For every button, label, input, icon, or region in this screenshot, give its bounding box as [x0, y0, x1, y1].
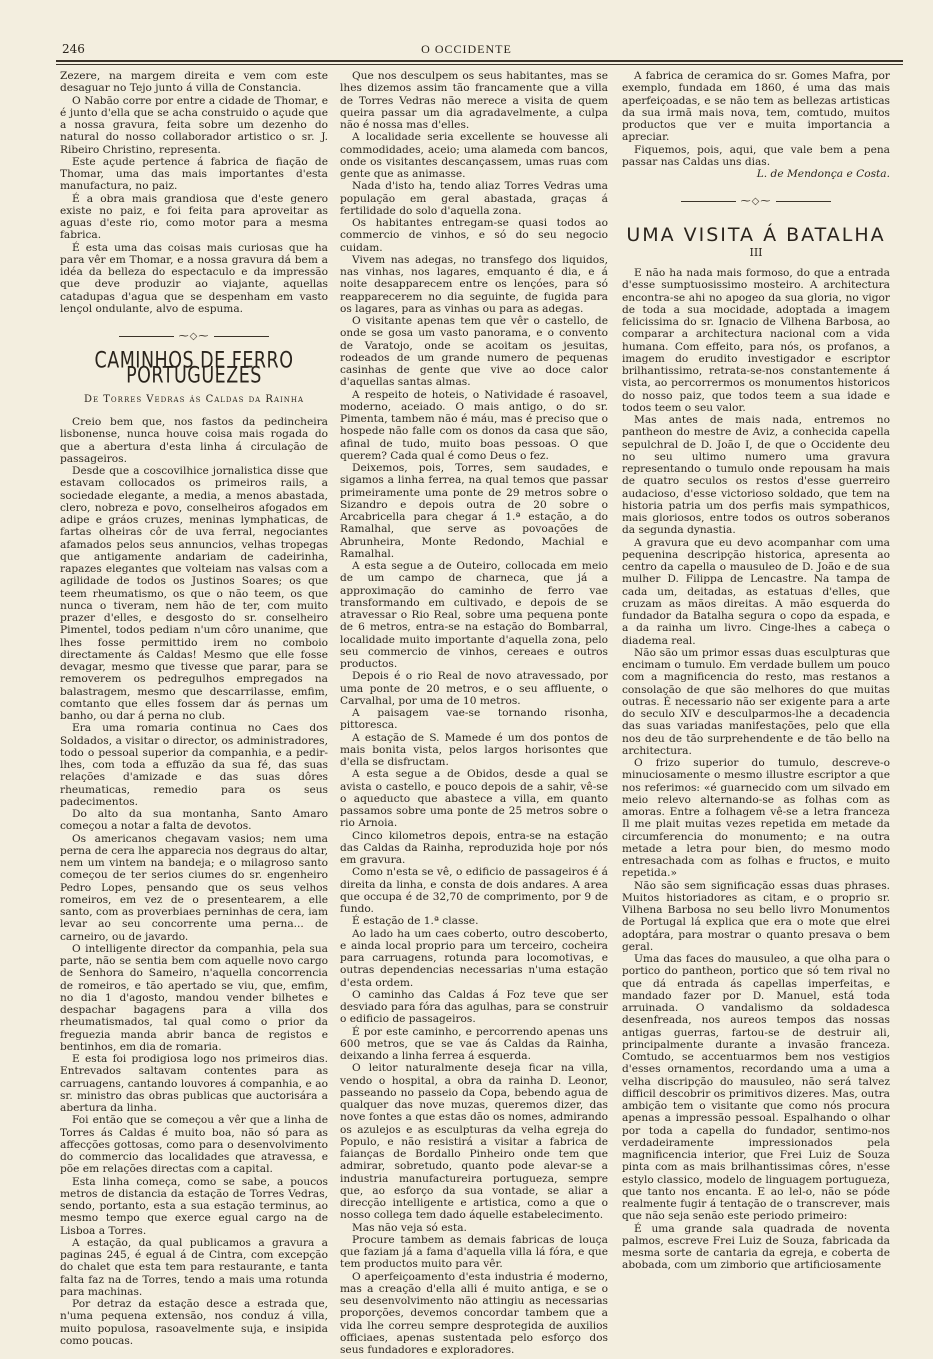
- paragraph: A esta segue a de Outeiro, collocada em meio de um campo de charneca, que já a approximação do caminho de ferro vae transformando em cultivado, e depois de se atravessar o Rio Real, sobre uma pequena ponte de 6 metros, entra-se na estação do Bombarral, localidade muito importante d'aquella zona, pelo seu commercio de vinhos, cereaes e outros productos.: [340, 560, 608, 670]
- author-signature: L. de Mendonça e Costa.: [756, 168, 890, 180]
- paragraph: Do alto da sua montanha, Santo Amaro começou a notar a falta de devotos.: [60, 808, 328, 833]
- running-title: O OCCIDENTE: [421, 42, 512, 56]
- paragraph: É uma grande sala quadrada de noventa palmos, escreve Frei Luiz de Souza, fabricada da mesma sorte de cantaria da egreja, e coberta de abobada, com um zimborio que artificiosamente: [622, 1222, 890, 1272]
- paragraph: Ao lado ha um caes coberto, outro descoberto, e ainda local proprio para um terceiro, cocheira para carruagens, rotunda para locomotivas, e outras dependencias necessarias n'uma estação d'esta ordem.: [340, 927, 608, 989]
- column-left: [60, 70, 328, 1347]
- paragraph: Foi então que se começou a vêr que a linha de Torres ás Caldas é muito boa, não só para as affecções gottosas, como para o desenvolvimento do commercio das localidades que atravessa, e põe em relações directas com a capital.: [60, 1114, 328, 1176]
- paragraph: O Nabão corre por entre a cidade de Thomar, e é junto d'ella que se acha construido o açude que a nossa gravura, feita sobre um dezenho do natural do nosso collaborador artistico o sr. J. Ribeiro Christino, representa.: [60, 94, 328, 156]
- paragraph: O visitante apenas tem que vêr o castello, de onde se gosa um vasto panorama, e o convento de Varatojo, onde se acoitam os jesuitas, rodeados de um grande numero de pequenas casinhas de gente que vive ao doce calor d'aquellas santas almas.: [340, 315, 608, 389]
- paragraph: É a obra mais grandiosa que d'este genero existe no paiz, e foi feita para aproveitar as aguas d'este rio, como motor para a mesma fabrica.: [60, 192, 328, 242]
- paragraph: Este açude pertence á fabrica de fiação de Thomar, uma das mais importantes d'esta manufactura, no paiz.: [60, 155, 328, 193]
- header-rule-thin: [56, 64, 903, 65]
- page-number: 246: [62, 42, 85, 56]
- paragraph: A esta segue a de Obidos, desde a qual se avista o castello, e pouco depois de a sahir, vê-se o aqueducto que abastece a villa, em quanto passamos sobre uma ponte de 25 metros sobre o rio Arnoia.: [340, 768, 608, 830]
- column-right: [622, 70, 890, 1272]
- paragraph: O aperfeiçoamento d'esta industria é moderno, mas a creação d'ella alli é muito antiga, e se o seu desenvolvimento não attingiu as necessarias proporções, devemos concordar tambem que a vida lhe correu sempre desprotegida de auxilios officiaes, apenas sustentada pelo esforço dos seus fundadores e exploradores.: [340, 1270, 608, 1356]
- paragraph: Mas não veja só esta.: [352, 1221, 467, 1234]
- paragraph: A respeito de hoteis, o Natividade é rasoavel, moderno, aceiado. O mais antigo, o do sr. Pimenta, tambem não é máu, mas é preciso que o hospede não falle com os donos da casa que são, afinal de tudo, muito boas pessoas. O que querem? Cada qual é como Deus o fez.: [340, 388, 608, 462]
- paragraph: Mas antes de mais nada, entremos no pantheon do mestre de Aviz, a conhecida capella sepulchral de D. João I, de que o Occidente deu no seu ultimo numero uma gravura representando o tumulo onde repousam ha mais de quatro seculos os restos d'esse guerreiro audacioso, d'esse victorioso soldado, que tem na historia patria um dos perfis mais sympathicos, mais gloriosos, entre todos os outros soberanos da segunda dynastia.: [622, 414, 890, 537]
- paragraph: Cinco kilometros depois, entra-se na estação das Caldas da Rainha, reproduzida hoje por nós em gravura.: [340, 829, 608, 866]
- paragraph: O caminho das Caldas á Foz teve que ser desviado para fóra das agulhas, para se construir o edificio de passageiros.: [340, 988, 608, 1026]
- paragraph: Não são um primor essas duas esculpturas que encimam o tumulo. Em verdade bullem um pouco com a magnificencia do resto, mas restanos a consolação de que são melhores do que muitas outras. É necessario não ser exigente para a arte do seculo XIV e desculparmos-lhe a decadencia das suas variadas manifestações, pelo que ella nos deu de tão surprehendente e de tão bello na architectura.: [622, 646, 890, 757]
- paragraph: Depois é o rio Real de novo atravessado, por uma ponte de 20 metros, e o seu affluente, o Carvalhal, por uma de 10 metros.: [340, 670, 608, 707]
- paragraph: A estação de S. Mamede é um dos pontos de mais bonita vista, pelos largos horisontes que d'ella se disfructam.: [340, 731, 608, 768]
- section-ornament: ⁓◇⁓: [60, 331, 328, 343]
- column-middle: [340, 70, 608, 1356]
- header-rule: [56, 60, 903, 62]
- section-numeral: III: [749, 245, 763, 259]
- paragraph: É estação de 1.ª classe.: [352, 915, 479, 928]
- paragraph: Fiquemos, pois, aqui, que vale bem a pena passar nas Caldas uns dias.: [622, 143, 890, 168]
- paragraph: A gravura que eu devo acompanhar com uma pequenina descripção historica, apresenta ao centro da capella o mausuleo de D. João e de sua mulher D. Filippa de Lencastre. Na tampa de cada um, deitadas, as estatuas d'elles, que cruzam as mãos direitas. A mão esquerda do fundador da Batalha segura o copo da espada, e a da rainha um livro. Cinge-lhes a cabeça o diadema real.: [622, 536, 890, 647]
- paragraph: Como n'esta se vê, o edificio de passageiros é á direita da linha, e consta de dois andares. A area que occupa é de 32,70 de comprimento, por 9 de fundo.: [340, 866, 608, 915]
- paragraph: Esta linha começa, como se sabe, a poucos metros de distancia da estação de Torres Vedras, sendo, portanto, esta a sua estação terminus, ao mesmo tempo que exerce egual cargo na de Lisboa a Torres.: [60, 1175, 328, 1237]
- paragraph: Vivem nas adegas, no transfego dos liquidos, nas vinhas, nos lagares, emquanto é dia, e á noite desapparecem entre os lençóes, para só reapparecerem no dia seguinte, de fugida para os lagares, para as vinhas ou para as adegas.: [340, 253, 608, 315]
- paragraph: Creio bem que, nos fastos da pedincheira lisbonense, nunca houve coisa mais rogada do que a abertura d'esta linha á circulação de passageiros.: [60, 416, 328, 465]
- paragraph: A fabrica de ceramica do sr. Gomes Mafra, por exemplo, fundada em 1860, é uma das mais aperfeiçoadas, e se não tem as bellezas artisticas da sua irmã mais nova, tem, comtudo, muitos productos que ver e muita importancia a apreciar.: [622, 70, 890, 144]
- paragraph: Procure tambem as demais fabricas de louça que faziam já a fama d'aquella villa lá fóra, e que tem productos muito para vêr.: [340, 1233, 608, 1271]
- section-ornament: ⁓◇⁓: [622, 196, 890, 208]
- paragraph: E esta foi prodigiosa logo nos primeiros dias. Entrevados saltavam contentes para as carruagens, cantando louvores á companhia, e ao sr. ministro das obras publicas que auctorisára a abertura da linha.: [60, 1053, 328, 1114]
- paragraph: Por detraz da estação desce a estrada que, n'uma pequena extensão, nos conduz á villa, muito populosa, rasoavelmente suja, e insipida como poucas.: [60, 1298, 328, 1347]
- paragraph: A localidade seria excellente se houvesse ali commodidades, aceio; uma alameda com bancos, onde os visitantes descançassem, umas ruas com gente que as animasse.: [340, 131, 608, 180]
- section-title: CAMINHOS DE FERRO PORTUGUEZES: [94, 349, 294, 390]
- paragraph: Nada d'isto ha, tendo aliaz Torres Vedras uma população em geral abastada, graças á fertilidade do solo d'aquella zona.: [340, 180, 608, 217]
- paragraph: Desde que a coscovilhice jornalistica disse que estavam collocados os primeiros rails, a sociedade elegante, a media, a menos abastada, clero, nobreza e povo, conselheiros afogados em adipe e gráos cruzes, meninas lymphaticas, de fartas olheiras côr de uva ferral, negociantes afamados pelos seus annuncios, velhas tropegas que antigamente andariam de cadeirinha, rapazes elegantes que volteiam nas valsas com a agilidade de todos os Justinos Soares; os que teem rheumatismo, os que o não teem, os que nunca o tiveram, nem hão de ter, com muito prazer d'elles, e desgosto do sr. conselheiro Pimentel, todos pediam n'um côro unanime, que lhes fosse permittido irem no comboio directamente ás Caldas! Mesmo que elle fosse devagar, mesmo que tivesse que parar, para se removerem os pedregulhos empregados na balastragem, mesmo que descarrilasse, emfim, comtanto que elles fossem dar ás pernas um banho, ou dar á perna no club.: [60, 465, 328, 722]
- paragraph: Uma das faces do mausuleo, a que olha para o portico do pantheon, portico que só tem rival no que dá entrada ás capellas imperfeitas, e mandado fazer por D. Manuel, está toda arruinada. O vandalismo da soldadesca desenfreada, nos aureos tempos das nossas antigas guerras, fartou-se de destruir ali, principalmente durante a invasão franceza. Comtudo, se accentuarmos bem nos vestigios d'esses ornamentos, recordando uma a uma a velha discripção do mausuleo, não será talvez difficil descobrir os primitivos dizeres. Mas, outra ambição tem o visitante que como nós procura apenas a impressão pessoal. Espalhando o olhar por toda a capella do fundador, sentimo-nos verdadeiramente impressionados pela magnificencia interior, que Frei Luiz de Souza pinta com as mais brilhantissimas côres, n'esse estylo classico, modelo de linguagem portugueza, que tanto nos encanta. E ao lel-o, não se póde realmente fugir á tentação de o transcrever, mais que não seja senão este periodo primeiro:: [622, 953, 890, 1223]
- paragraph: A estação, da qual publicamos a gravura a paginas 245, é egual á de Cintra, com excepção do chalet que esta tem para restaurante, e tanta falta faz na de Torres, tendo a mais uma rotunda para machinas.: [60, 1236, 328, 1298]
- paragraph: Deixemos, pois, Torres, sem saudades, e sigamos a linha ferrea, na qual temos que passar primeiramente uma ponte de 29 metros sobre o Sizandro e depois outra de 20 sobre o Arcabricella para chegar á 1.ª estação, a do Ramalhal, que serve as povoações de Abrunheira, Monte Redondo, Machial e Ramalhal.: [340, 462, 608, 560]
- paragraph: Não são sem significação essas duas phrases. Muitos historiadores as citam, e o proprio sr. Vilhena Barbosa no seu bello livro Monumentos de Portugal lá explica que era o mote que elrei adoptára, para mostrar o quanto presava o bem geral.: [622, 879, 890, 953]
- paragraph: Que nos desculpem os seus habitantes, mas se lhes dizemos assim tão francamente que a villa de Torres Vedras não merece a visita de quem queira passar um dia agradavelmente, a culpa não é nossa mas d'elles.: [340, 70, 608, 131]
- paragraph: Os americanos chegavam vasios; nem uma perna de cera lhe apparecia nos degraus do altar, nem um vintem na bandeja; e o milagroso santo começou de ter serios ciumes do sr. engenheiro Pedro Lopes, pensando que os seus velhos romeiros, em vez de o presentearem, a elle santo, com as proverbiaes perninhas de cera, iam levar ao seu concorrente uma perna... de carneiro, ou de javardo.: [60, 832, 328, 943]
- paragraph: É esta uma das coisas mais curiosas que ha para vêr em Thomar, e a nossa gravura dá bem a idéa da belleza do espectaculo e da impressão que deve produzir ao viajante, aquellas catadupas d'agua que se despenham em vasto lençol ondulante, alvo de espuma.: [60, 241, 328, 315]
- paragraph: O intelligente director da companhia, pela sua parte, não se sentia bem com aquelle novo cargo de Senhora do Sameiro, n'aquella concorrencia de romeiros, e tão apertado se viu, que, emfim, no dia 1 d'agosto, mandou vender bilhetes e despachar bagagens para a villa dos rheumatismados, tal qual como o prior da freguezia manda abrir banca de registos e bentinhos, em dia de romaria.: [60, 942, 328, 1053]
- paragraph: É por este caminho, e percorrendo apenas uns 600 metros, que se vae ás Caldas da Rainha, deixando a linha ferrea á esquerda.: [340, 1025, 608, 1062]
- section-subtitle: De Torres Vedras ás Caldas da Rainha: [83, 393, 305, 405]
- section-title: UMA VISITA Á BATALHA: [626, 223, 886, 246]
- paragraph: Era uma romaria continua no Caes dos Soldados, a visitar o director, os administradores, todo o pessoal superior da companhia, e a pedir-lhes, com toda a effuzão da sua fé, das suas relações d'amizade e das suas dôres rheumaticas, remedio para os seus padecimentos.: [60, 722, 328, 808]
- paragraph: O leitor naturalmente deseja ficar na villa, vendo o hospital, a obra da rainha D. Leonor, passeando no passeio da Copa, bebendo agua de qualquer das nove muzas, queremos dizer, das nove fontes a que estas dão os nomes, admirando os azulejos e as esculpturas da velha egreja do Populo, e não resistirá a visitar a fabrica de faianças de Bordallo Pinheiro onde tem que admirar, sobretudo, quanto pode alevar-se a industria manufactureira portugueza, sempre que, ao esforço da sua vontade, se aliar a direcção intelligente e artistica, como a que o nosso collega tem dado áquelle estabelecimento.: [340, 1062, 608, 1222]
- paragraph: A paisagem vae-se tornando risonha, pittoresca.: [340, 707, 608, 732]
- paragraph: Os habitantes entregam-se quasi todos ao commercio de vinhos, e só do seu negocio cuidam.: [340, 217, 608, 254]
- paragraph: O frizo superior do tumulo, descreve-o minuciosamente o mesmo illustre escriptor a que nos referimos: «é guarnecido com um silvado em meio relevo alternando-se as folhas com as amoras. Entre a folhagem vê-se a letra franceza Il me plait muitas vezes repetida em metade da circumferencia do monumento; e na outra metade a letra pour bien, do mesmo modo entresachada com as folhas e fructos, e muito repetida.»: [622, 757, 890, 880]
- paragraph: Zezere, na margem direita e vem com este desaguar no Tejo junto á villa de Constancia.: [60, 70, 328, 95]
- paragraph: E não ha nada mais formoso, do que a entrada d'esse sumptuosissimo mosteiro. A architectura encontra-se ahi no apogeo da sua gloria, no vigor de toda a sua mocidade, adoptada a imagem felicissima do sr. Ignacio de Vilhena Barbosa, ao comparar a architectura nacional com a vida humana. Com effeito, para nós, os profanos, a imagem do erudito investigador e escriptor brilhantissimo, retrata-se-nos constantemente á vista, ao percorrermos os monumentos historicos do nosso paiz, que todos teem a sua idade e todos teem o seu valor.: [622, 267, 890, 414]
